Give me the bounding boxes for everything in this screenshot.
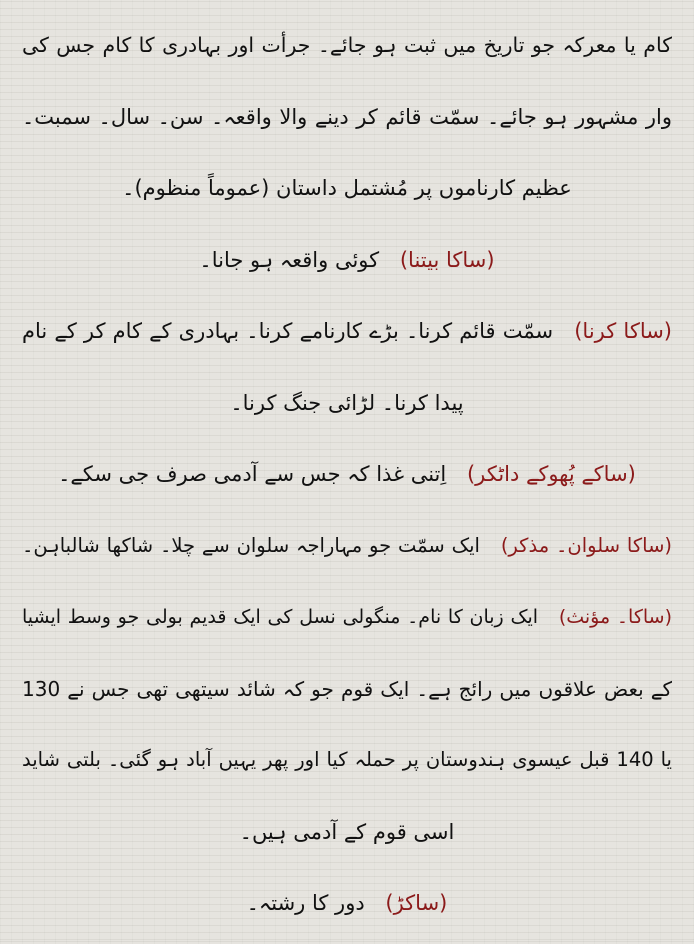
entry-text: کے بعض علاقوں میں رائج ہے۔ ایک قوم جو کہ شائد سیتھی تھی جس نے 130 — [22, 676, 672, 701]
entry-line-9 — [22, 586, 672, 658]
entry-text: اسی قوم کے آدمی ہیں۔ — [239, 819, 455, 844]
entry-text: ایک زبان کا نام۔ منگولی نسل کی ایک قدیم بولی جو وسط ایشیا — [22, 606, 539, 628]
entry-line-11 — [22, 729, 672, 801]
entry-line-5 — [22, 300, 672, 372]
headword: (ساکے پُھوکے داٹکر) — [466, 462, 636, 486]
entry-text: ایک سمّت جو مہاراجہ سلوان سے چلا۔ شاکھا شالباہن۔ — [22, 533, 480, 557]
entry-text: کام یا معرکہ جو تاریخ میں ثبت ہو جائے۔ جرأت اور بہادری کا کام جس کی — [22, 33, 672, 57]
entry-text: عظیم کارناموں پر مُشتمل داستان (عموماً منظوم)۔ — [122, 176, 572, 200]
entry-text: دور کا رشتہ۔ — [246, 891, 365, 915]
headword: (ساکا کرنا) — [574, 319, 672, 343]
entry-line-10 — [22, 658, 672, 730]
entry-line-7 — [22, 443, 672, 515]
entry-text: وار مشہور ہو جائے۔ سمّت قائم کر دینے والا واقعہ۔ سن۔ سال۔ سمبت۔ — [22, 104, 672, 129]
entry-text: اِتنی غذا کہ جس سے آدمی صرف جی سکے۔ — [58, 462, 447, 486]
entry-line-6 — [22, 372, 672, 444]
entry-line-12 — [22, 801, 672, 873]
entry-line-3 — [22, 157, 672, 229]
entry-text: یا 140 قبل عیسوی ہندوستان پر حملہ کیا اور پھر یہیں آباد ہو گئی۔ بلتی شاید — [22, 748, 672, 771]
entry-line-1 — [22, 14, 672, 86]
entry-line-13 — [22, 872, 672, 944]
entry-text: سمّت قائم کرنا۔ بڑے کارنامے کرنا۔ بہادری کے کام کر کے نام — [22, 319, 554, 343]
entry-text: کوئی واقعہ ہو جانا۔ — [199, 247, 380, 272]
entry-text: پیدا کرنا۔ لڑائی جنگ کرنا۔ — [230, 390, 464, 415]
entry-line-2 — [22, 86, 672, 158]
headword: (ساکا سلوان۔ مذکر) — [500, 533, 672, 557]
entry-line-4 — [22, 229, 672, 301]
entry-line-8 — [22, 515, 672, 587]
headword: (ساکڑ) — [385, 891, 448, 915]
headword: (ساکا بیتنا) — [399, 247, 495, 272]
headword: (ساکا۔ مؤنث) — [558, 606, 672, 628]
